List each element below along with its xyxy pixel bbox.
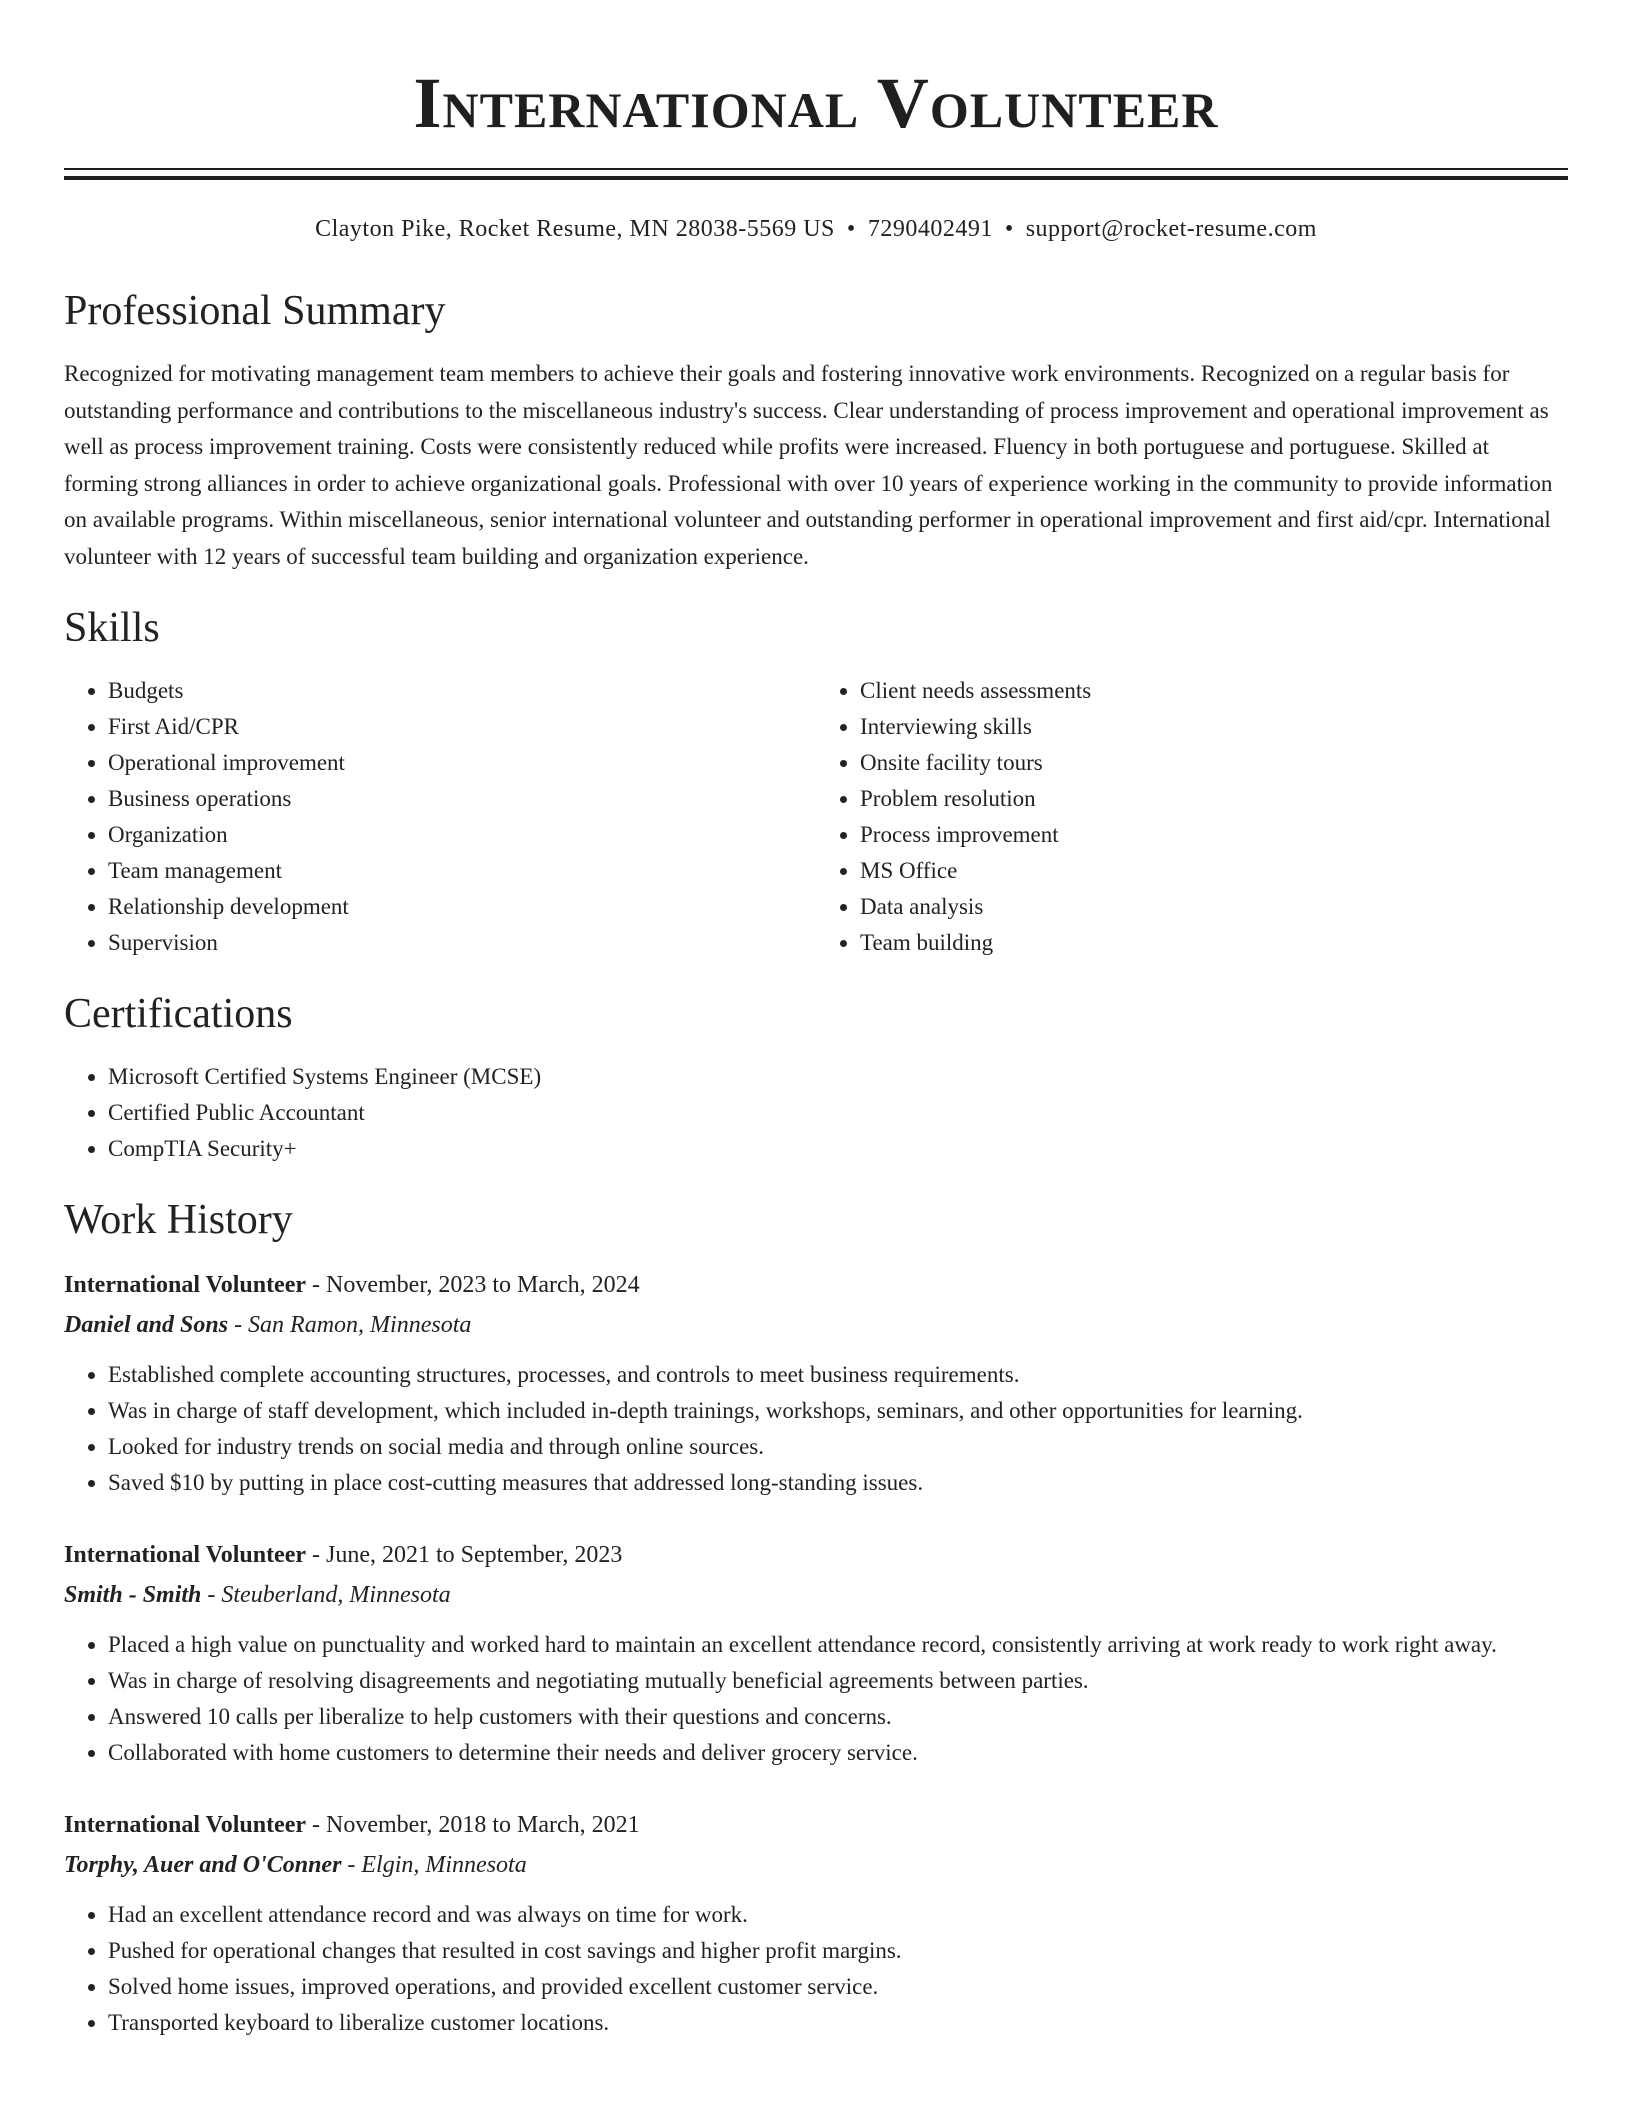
skill-item: • Onsite facility tours [860, 745, 1568, 781]
skill-item: • Organization [108, 817, 816, 853]
duty-item: • Collaborated with home customers to determine their needs and deliver grocery service. [108, 1735, 1568, 1771]
job-title: International Volunteer [64, 1812, 307, 1838]
skill-item: • Interviewing skills [860, 709, 1568, 745]
company-name: Smith - Smith [64, 1582, 202, 1608]
job-title: International Volunteer [64, 1272, 307, 1298]
title-divider-bottom [64, 176, 1568, 180]
job-duties [64, 1357, 1568, 1501]
duty-item: • Had an excellent attendance record and was always on time for work. [108, 1897, 1568, 1933]
skill-item: • Team building [860, 925, 1568, 961]
summary-section [64, 286, 1568, 575]
title-divider-top [64, 168, 1568, 170]
skill-item: • Supervision [108, 925, 816, 961]
duty-item: • Looked for industry trends on social media and through online sources. [108, 1429, 1568, 1465]
job-duties [64, 1897, 1568, 2041]
summary-heading: Professional Summary [64, 288, 446, 334]
skill-item: • Team management [108, 853, 816, 889]
certifications-list [64, 1059, 1568, 1167]
skill-item: • Business operations [108, 781, 816, 817]
skill-item: • First Aid/CPR [108, 709, 816, 745]
skill-item: • Problem resolution [860, 781, 1568, 817]
contact-email: support@rocket-resume.com [1025, 216, 1317, 242]
contact-separator: • [846, 216, 856, 242]
company-name: Torphy, Auer and O'Conner [64, 1852, 342, 1878]
job-duties [64, 1627, 1568, 1771]
work-history-heading: Work History [64, 1197, 293, 1243]
job-dates: - November, 2023 to March, 2024 [306, 1272, 640, 1298]
contact-address: Clayton Pike, Rocket Resume, MN 28038-5569 US [315, 216, 835, 242]
skill-item: • MS Office [860, 853, 1568, 889]
certification-item: • Certified Public Accountant [108, 1095, 1568, 1131]
job-title-line [64, 1265, 1568, 1305]
skills-columns [64, 673, 1568, 961]
contact-separator: • [1004, 216, 1014, 242]
job-title: International Volunteer [64, 1542, 307, 1568]
duty-item: • Was in charge of staff development, which included in-depth trainings, workshops, seminars, and other opportunities for learning. [108, 1393, 1568, 1429]
skill-item: • Operational improvement [108, 745, 816, 781]
job-dates: - November, 2018 to March, 2021 [306, 1812, 640, 1838]
certifications-section [64, 989, 1568, 1167]
job-title-line [64, 1805, 1568, 1845]
certification-item: • CompTIA Security+ [108, 1131, 1568, 1167]
job-entry [64, 1535, 1568, 1771]
work-history-section [64, 1195, 1568, 2041]
skill-item: • Process improvement [860, 817, 1568, 853]
company-line [64, 1575, 1568, 1615]
company-line [64, 1305, 1568, 1345]
resume-title: International Volunteer [413, 63, 1219, 143]
company-location: - San Ramon, Minnesota [228, 1312, 472, 1338]
skills-list-left [64, 673, 816, 961]
contact-line [64, 214, 1568, 244]
skill-item: • Budgets [108, 673, 816, 709]
certifications-heading: Certifications [64, 991, 293, 1037]
duty-item: • Pushed for operational changes that resulted in cost savings and higher profit margins. [108, 1933, 1568, 1969]
company-location: - Elgin, Minnesota [341, 1852, 527, 1878]
skill-item: • Relationship development [108, 889, 816, 925]
skills-list-right [816, 673, 1568, 961]
job-entry [64, 1805, 1568, 2041]
duty-item: • Solved home issues, improved operations, and provided excellent customer service. [108, 1969, 1568, 2005]
duty-item: • Answered 10 calls per liberalize to help customers with their questions and concerns. [108, 1699, 1568, 1735]
job-title-line [64, 1535, 1568, 1575]
duty-item: • Transported keyboard to liberalize customer locations. [108, 2005, 1568, 2041]
duty-item: • Placed a high value on punctuality and worked hard to maintain an excellent attendance record, consistently arriving at work ready to work right away. [108, 1627, 1568, 1663]
summary-text: Recognized for motivating management team members to achieve their goals and fostering innovative work environments. Recognized on a regular basis for outstanding performance and contributions to the miscellaneous industry's success. Clear understanding of process improvement and operational improvement as well as process improvement training. Costs were consistently reduced while profits were increased. Fluency in both portuguese and portuguese. Skilled at forming strong alliances in order to achieve organizational goals. Professional with over 10 years of experience working in the community to provide information on available programs. Within miscellaneous, senior international volunteer and outstanding performer in operational improvement and first aid/cpr. International volunteer with 12 years of successful team building and organization experience. [64, 361, 1553, 569]
duty-item: • Established complete accounting structures, processes, and controls to meet business requirements. [108, 1357, 1568, 1393]
certification-item: • Microsoft Certified Systems Engineer (MCSE) [108, 1059, 1568, 1095]
company-line [64, 1845, 1568, 1885]
duty-item: • Saved $10 by putting in place cost-cutting measures that addressed long-standing issues. [108, 1465, 1568, 1501]
skills-section [64, 603, 1568, 961]
company-location: - Steuberland, Minnesota [201, 1582, 451, 1608]
skill-item: • Data analysis [860, 889, 1568, 925]
skills-heading: Skills [64, 605, 160, 651]
job-dates: - June, 2021 to September, 2023 [306, 1542, 623, 1568]
duty-item: • Was in charge of resolving disagreements and negotiating mutually beneficial agreements between parties. [108, 1663, 1568, 1699]
company-name: Daniel and Sons [64, 1312, 229, 1338]
skill-item: • Client needs assessments [860, 673, 1568, 709]
contact-phone: 7290402491 [867, 216, 993, 242]
job-entry [64, 1265, 1568, 1501]
